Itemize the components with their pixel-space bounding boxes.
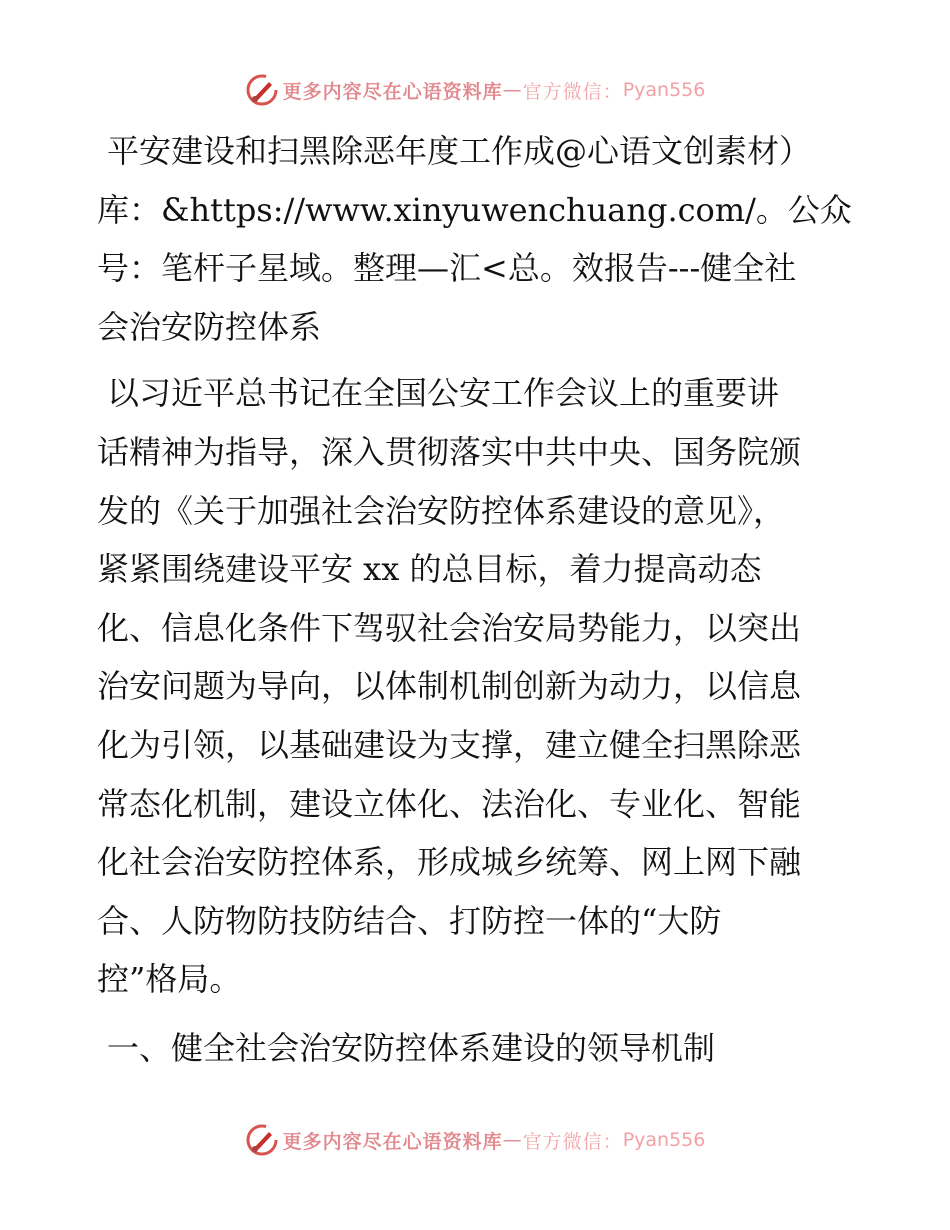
body-line: 控”格局。 xyxy=(97,960,242,999)
document-heading xyxy=(97,122,857,356)
body-line: 话精神为指导，深入贯彻落实中共中央、国务院颁 xyxy=(97,432,802,471)
body-line: 化、信息化条件下驾驭社会治安局势能力，以突出 xyxy=(97,608,802,647)
body-paragraph xyxy=(97,364,857,1009)
body-line: 化为引领，以基础建设为支撑，建立健全扫黑除恶 xyxy=(97,725,802,764)
document-body xyxy=(97,122,857,1078)
heading-line: 号：笔杆子星域。整理—汇<总。效报告---健全社 xyxy=(97,249,797,288)
watermark-wechat-label: 官方微信： xyxy=(522,80,623,103)
heading-line: 会治安防控体系 xyxy=(97,307,322,346)
body-line: 紧紧围绕建设平安 xx 的总目标，着力提高动态 xyxy=(97,550,762,589)
watermark-main-text: 更多内容尽在心语资料库 xyxy=(282,80,503,103)
watermark-wechat-id: Pyan556 xyxy=(622,79,706,101)
watermark-dash: — xyxy=(502,79,523,101)
heading-line: 平安建设和扫黑除恶年度工作成@心语文创素材） xyxy=(107,132,812,170)
watermark-wechat-id: Pyan556 xyxy=(622,1129,706,1151)
watermark-banner-top xyxy=(0,70,950,110)
body-line: 化社会治安防控体系，形成城乡统筹、网上网下融 xyxy=(97,843,802,882)
watermark-main-text: 更多内容尽在心语资料库 xyxy=(282,1130,503,1153)
section-heading: 一、健全社会治安防控体系建设的领导机制 xyxy=(107,1028,716,1067)
body-line: 治安问题为导向，以体制机制创新为动力，以信息 xyxy=(97,667,802,706)
brush-logo-icon xyxy=(245,73,279,107)
brush-logo-icon xyxy=(245,1123,279,1157)
watermark-dash: — xyxy=(502,1129,523,1151)
body-line: 合、人防物防技防结合、打防控一体的“大防 xyxy=(97,901,722,940)
watermark-wechat-label: 官方微信： xyxy=(522,1130,623,1153)
body-line: 以习近平总书记在全国公安工作会议上的重要讲 xyxy=(107,374,780,413)
watermark-banner-bottom xyxy=(0,1120,950,1160)
body-line: 常态化机制，建设立体化、法治化、专业化、智能 xyxy=(97,784,802,823)
body-line: 发的《关于加强社会治安防控体系建设的意见》， xyxy=(97,491,786,530)
heading-line: 库：&https://www.xinyuwenchuang.com/。公众 xyxy=(97,190,852,229)
